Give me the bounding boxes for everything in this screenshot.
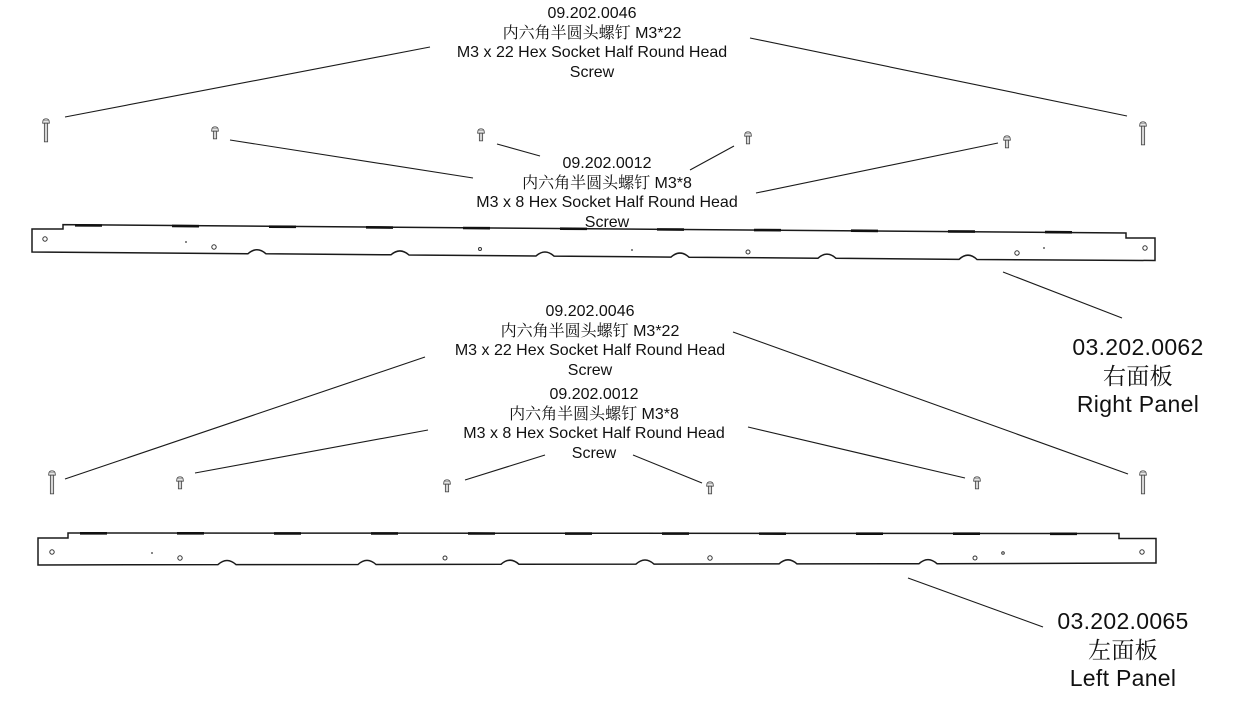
hex-screw-m3x22-icon [1140,471,1147,494]
label-right-section-m3x22-screw [457,4,727,82]
label-left-section-m3x8-screw [463,385,724,463]
panel-hole [212,245,216,249]
label-left-panel [1057,607,1188,693]
part-number: 09.202.0012 [549,386,639,403]
hex-screw-m3x8-icon [444,480,451,492]
hex-screw-m3x8-icon [974,477,981,489]
part-name-en-1: M3 x 8 Hex Socket Half Round Head [463,425,725,442]
leader-line [756,143,998,193]
panel-hole [151,552,153,554]
panel-hole [631,249,633,251]
label-left-section-m3x22-screw [455,302,725,380]
hex-screw-m3x22-icon [49,471,56,494]
panel-hole [1043,247,1045,249]
screw-row-right-panel [43,119,1147,148]
part-number: 03.202.0062 [1072,334,1204,360]
hex-screw-m3x22-icon [1140,122,1147,145]
screw-row-left-panel [49,471,1147,494]
part-name-en-2: Screw [571,444,617,462]
part-name-en-2: Screw [569,63,615,81]
panel-hole [178,556,182,560]
part-name-en-1: M3 x 22 Hex Socket Half Round Head [454,342,726,359]
hex-screw-m3x8-icon [1004,136,1011,148]
leader-line [1003,272,1122,318]
hex-screw-m3x8-icon [478,129,485,141]
panel-hole [443,556,447,560]
part-name-cn: 右面板 [1103,362,1173,389]
hex-screw-m3x22-icon [43,119,50,142]
leader-line [908,578,1043,627]
part-name-en-1: M3 x 8 Hex Socket Half Round Head [476,194,738,211]
part-name-en: Right Panel [1076,391,1200,417]
part-number: 09.202.0046 [547,5,637,22]
left-panel-drawing [38,533,1156,565]
left-panel-outline [38,533,1156,565]
part-number: 03.202.0065 [1057,608,1189,634]
panel-hole [479,248,482,251]
panel-hole [1002,552,1005,555]
part-name-en: Left Panel [1069,665,1177,691]
hex-screw-m3x8-icon [745,132,752,144]
panel-hole [43,237,47,241]
label-right-panel [1072,333,1203,419]
label-right-section-m3x8-screw [476,154,737,232]
panel-hole [1143,246,1147,250]
hex-screw-m3x8-icon [177,477,184,489]
leader-line [750,38,1127,116]
part-name-cn: 内六角半圆头螺钉 M3*22 [502,24,682,42]
part-number: 09.202.0046 [545,303,635,320]
part-name-cn: 左面板 [1088,636,1158,663]
leader-line [733,332,1128,474]
panel-hole [1140,550,1144,554]
part-name-en-2: Screw [584,213,630,231]
panel-hole [708,556,712,560]
leader-line [65,47,430,117]
leader-line [230,140,473,178]
hex-screw-m3x8-icon [212,127,219,139]
panel-hole [50,550,54,554]
leader-line [748,427,965,478]
part-number: 09.202.0012 [562,155,652,172]
leader-line [195,430,428,473]
panel-hole [746,250,750,254]
part-name-cn: 内六角半圆头螺钉 M3*22 [500,322,680,340]
hex-screw-m3x8-icon [707,482,714,494]
leader-line [65,357,425,479]
part-name-cn: 内六角半圆头螺钉 M3*8 [522,174,692,192]
part-name-en-2: Screw [567,361,613,379]
panel-hole [1015,251,1019,255]
part-name-en-1: M3 x 22 Hex Socket Half Round Head [456,44,728,61]
panel-hole [185,241,187,243]
part-name-cn: 内六角半圆头螺钉 M3*8 [509,405,679,423]
panel-hole [973,556,977,560]
